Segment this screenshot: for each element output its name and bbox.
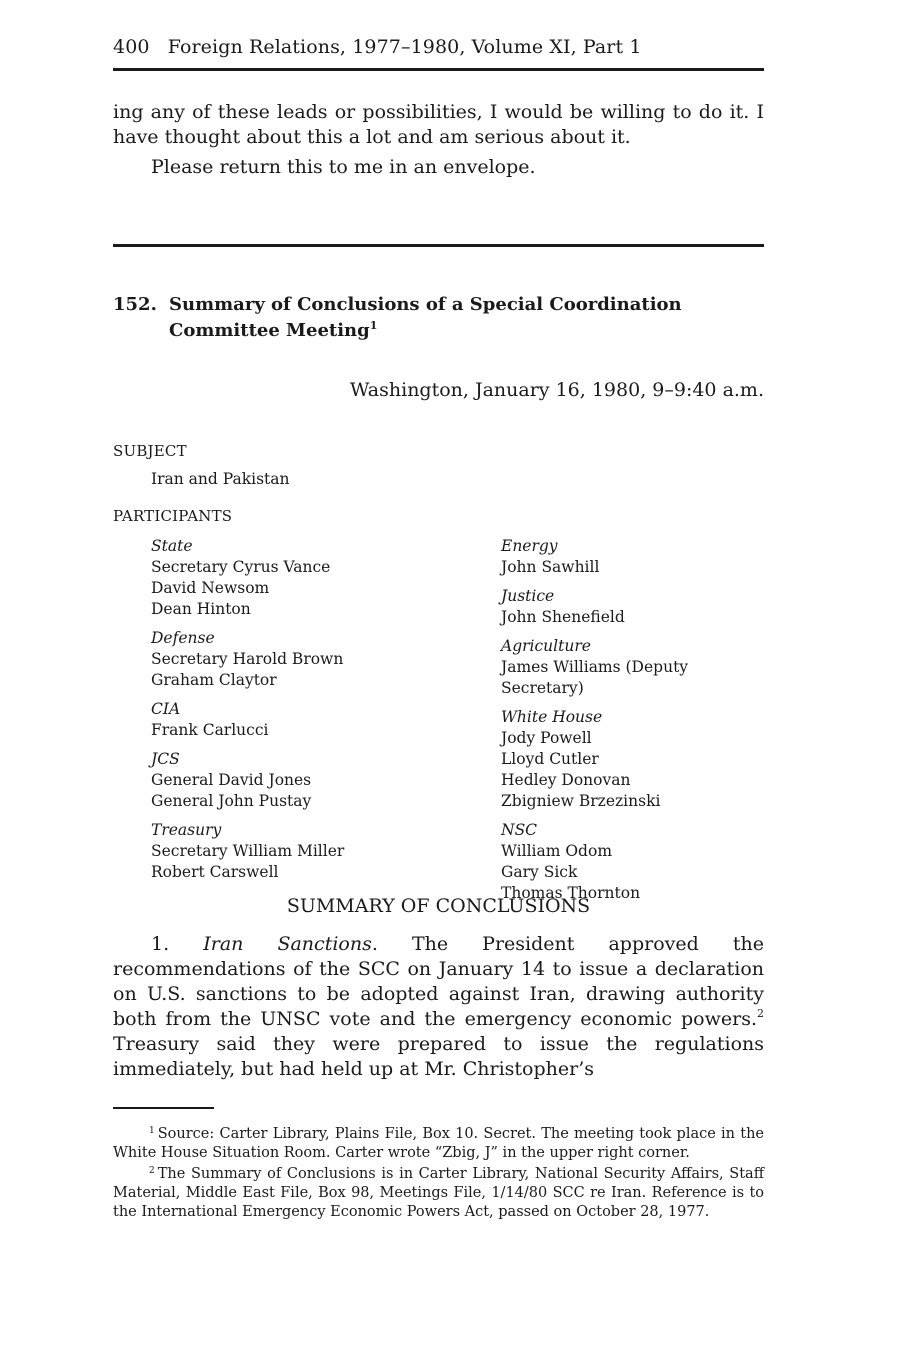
participant-name: Graham Claytor: [151, 671, 277, 689]
participant-name: General David Jones: [151, 771, 312, 789]
participant-name: David Newsom: [151, 579, 270, 597]
participant-group: [501, 536, 771, 578]
dateline: Washington, January 16, 1980, 9–9:40 a.m.: [349, 379, 764, 401]
participant-name: Robert Carswell: [151, 863, 279, 881]
participant-group: [151, 699, 471, 741]
participant-name: John Sawhill: [501, 558, 600, 576]
agency-name: White House: [501, 708, 603, 726]
running-title: Foreign Relations, 1977–1980, Volume XI, Part 1: [167, 36, 642, 58]
document-title: Summary of Conclusions of a Special Coordination Committee Meeting$^1$: [169, 294, 682, 341]
summary-item-1: 1. Iran Sanctions. The President approved the recommendations of the SCC on January 14 to issue a declaration on U.S. sanctions to be adopted against Iran, drawing authority both from the UNSC vote and the emergency economic powers.$^2$ Treasury said they were prepared to issue the regulations immediately, but had held up at Mr. Christopher’s: [113, 933, 764, 1080]
participant-name: James Williams (Deputy Secretary): [501, 658, 689, 697]
page-number: 400: [113, 36, 150, 58]
participant-group: [151, 749, 471, 812]
participant-group: [501, 636, 771, 699]
subject-label: SUBJECT: [113, 442, 187, 460]
agency-name: Energy: [501, 537, 558, 555]
participants-label: PARTICIPANTS: [113, 507, 233, 525]
participant-group: [501, 707, 771, 812]
participant-group: [151, 536, 471, 620]
agency-name: Treasury: [151, 821, 222, 839]
participant-name: General John Pustay: [151, 792, 312, 810]
participant-name: Hedley Donovan: [501, 771, 631, 789]
participants-left-column: [151, 536, 471, 891]
header-rule: [113, 68, 764, 71]
footnote-1: $^1$ Source: Carter Library, Plains File, Box 10. Secret. The meeting took place in the White House Situation Room. Carter wrote “Zbig, J” in the upper right corner.: [113, 1126, 764, 1161]
footnote-rule: [113, 1107, 214, 1109]
participant-name: Dean Hinton: [151, 600, 251, 618]
agency-name: JCS: [151, 750, 180, 768]
participant-name: Secretary Harold Brown: [151, 650, 344, 668]
participant-name: Zbigniew Brzezinski: [501, 792, 661, 810]
agency-name: Agriculture: [501, 637, 591, 655]
item-title: Iran Sanctions: [203, 933, 372, 955]
participants-right-column: [501, 536, 771, 912]
participant-name: Frank Carlucci: [151, 721, 269, 739]
footnote-2: $^2$ The Summary of Conclusions is in Carter Library, National Security Affairs, Staff Material, Middle East File, Box 98, Meetings File, 1/14/80 SCC re Iran. Reference is to the International Emergency Economic Powers Act, passed on October 28, 1977.: [113, 1166, 764, 1220]
participant-name: Lloyd Cutler: [501, 750, 599, 768]
participant-name: Thomas Thornton: [501, 884, 641, 902]
participant-name: William Odom: [501, 842, 613, 860]
footnote-ref-2: 2: [757, 1007, 764, 1020]
participant-name: Gary Sick: [501, 863, 578, 881]
subject-text: Iran and Pakistan: [151, 470, 290, 488]
agency-name: Justice: [501, 587, 555, 605]
agency-name: Defense: [151, 629, 215, 647]
footnote-ref-1: 1: [369, 319, 378, 332]
agency-name: NSC: [501, 821, 538, 839]
participant-group: [151, 820, 471, 883]
continuation-closing-line: Please return this to me in an envelope.: [151, 156, 536, 178]
participant-name: Jody Powell: [501, 729, 592, 747]
participant-group: [501, 820, 771, 904]
summary-heading: SUMMARY OF CONCLUSIONS: [286, 895, 591, 917]
footnotes: [113, 1125, 764, 1224]
agency-name: State: [151, 537, 193, 555]
document-number: 152.: [113, 294, 157, 315]
participant-name: John Shenefield: [501, 608, 625, 626]
agency-name: CIA: [151, 700, 181, 718]
running-header: [113, 36, 763, 58]
participant-name: Secretary Cyrus Vance: [151, 558, 331, 576]
continuation-paragraph: ing any of these leads or possibilities, I would be willing to do it. I have thought about this a lot and am serious about it.: [113, 101, 764, 148]
section-divider-rule: [113, 244, 764, 247]
participant-name: Secretary William Miller: [151, 842, 345, 860]
participant-group: [501, 586, 771, 628]
participant-group: [151, 628, 471, 691]
